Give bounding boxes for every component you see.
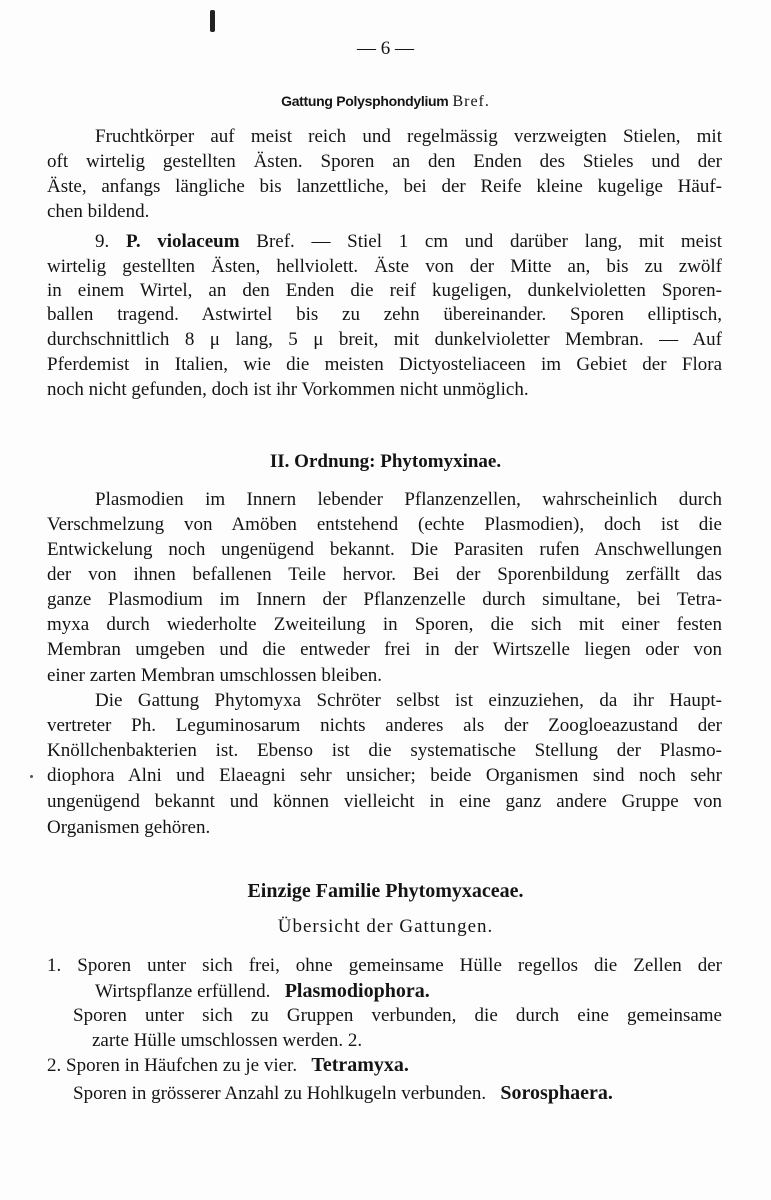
genus-author: Bref. bbox=[452, 93, 490, 110]
genus-name: Plasmodiophora. bbox=[284, 980, 430, 1002]
text-line: noch nicht gefunden, doch ist ihr Vorkommen nicht unmöglich. bbox=[47, 379, 529, 400]
text-line: myxa durch wiederholte Zweiteilung in Sporen, die sich mit einer festen bbox=[47, 614, 722, 635]
genus-name: Tetramyxa. bbox=[311, 1054, 409, 1076]
text-line: Fruchtkörper auf meist reich und regelmässig verzweigten Stielen, mit bbox=[95, 126, 722, 147]
text-line: Sporen unter sich frei, ohne gemeinsame Hülle regellos die Zellen der bbox=[77, 955, 723, 976]
text-line: ballen tragend. Astwirtel bis zu zehn übereinander. Sporen elliptisch, bbox=[47, 304, 722, 325]
text-line: Verschmelzung von Amöben entstehend (echte Plasmodien), doch ist die bbox=[47, 514, 722, 535]
text-line: Bref. — Stiel 1 cm und darüber lang, mit meist bbox=[256, 231, 723, 252]
scan-artifact bbox=[30, 775, 33, 778]
key-heading: Übersicht der Gattungen. bbox=[277, 916, 494, 937]
species-first-line bbox=[95, 230, 722, 254]
genus-name: Sorosphaera. bbox=[500, 1082, 613, 1104]
key-number: 2. bbox=[47, 1055, 62, 1076]
genus-name: Gattung Polysphondylium bbox=[281, 93, 449, 109]
text-line: durchschnittlich 8 μ lang, 5 μ breit, mit dunkelvioletter Membran. — Auf bbox=[47, 329, 722, 350]
text-line: Membran umgeben und die entweder frei in der Wirtszelle liegen oder von bbox=[47, 639, 722, 660]
text-line: zarte Hülle umschlossen werden. 2. bbox=[92, 1030, 363, 1051]
species-name: P. violaceum bbox=[125, 231, 240, 252]
text-line: ungenügend bekannt und können vielleicht in eine ganz andere Gruppe von bbox=[47, 791, 722, 812]
text-line: Organismen gehören. bbox=[47, 817, 211, 838]
family-heading: Einzige Familie Phytomyxaceae. bbox=[247, 880, 524, 902]
text-line: der von ihnen befallenen Teile hervor. Bei der Sporenbildung zerfällt das bbox=[47, 564, 722, 585]
key-line bbox=[47, 954, 722, 978]
text-line: Entwickelung noch ungenügend bekannt. Die Parasiten rufen Anschwellungen bbox=[47, 539, 722, 560]
text-line: Knöllchenbakterien ist. Ebenso ist die systematische Stellung der Plasmo- bbox=[47, 740, 722, 761]
text-line: ganze Plasmodium im Innern der Pflanzenzelle durch simultane, bei Tetra- bbox=[47, 589, 722, 610]
key-line bbox=[95, 979, 722, 1004]
scan-artifact bbox=[210, 10, 215, 32]
key-line bbox=[47, 1053, 722, 1078]
text-line: Sporen in grösserer Anzahl zu Hohlkugeln verbunden. bbox=[73, 1083, 487, 1104]
page-number: — 6 — bbox=[357, 38, 414, 59]
text-line: Pferdemist in Italien, wie die meisten Dictyosteliaceen im Gebiet der Flora bbox=[47, 354, 722, 375]
text-line: vertreter Ph. Leguminosarum nichts anderes als der Zoogloeazustand der bbox=[47, 715, 722, 736]
text-line: Plasmodien im Innern lebender Pflanzenzellen, wahrscheinlich durch bbox=[95, 489, 722, 510]
genus-heading bbox=[0, 93, 771, 111]
text-line: einer zarten Membran umschlossen bleiben. bbox=[47, 665, 383, 686]
key-number: 1. bbox=[47, 955, 62, 976]
text-line: Sporen unter sich zu Gruppen verbunden, die durch eine gemeinsame bbox=[73, 1005, 722, 1026]
key-line bbox=[73, 1081, 722, 1106]
text-line: chen bildend. bbox=[47, 201, 150, 222]
species-number: 9. bbox=[95, 231, 110, 252]
text-line: Die Gattung Phytomyxa Schröter selbst ist einzuziehen, da ihr Haupt- bbox=[95, 690, 722, 711]
text-line: diophora Alni und Elaeagni sehr unsicher; beide Organismen sind noch sehr bbox=[47, 765, 722, 786]
text-line: Wirtspflanze erfüllend. bbox=[95, 981, 271, 1002]
text-line: in einem Wirtel, an den Enden die reif kugeligen, dunkelvioletten Sporen- bbox=[47, 280, 722, 301]
text-line: wirtelig gestellten Ästen, hellviolett. Äste von der Mitte an, bis zu zwölf bbox=[47, 256, 722, 277]
order-heading: II. Ordnung: Phytomyxinae. bbox=[269, 451, 502, 472]
text-line: Äste, anfangs längliche bis lanzettliche, bei der Reife kleine kugelige Häuf- bbox=[47, 176, 722, 197]
text-line: oft wirtelig gestellten Ästen. Sporen an den Enden des Stieles und der bbox=[47, 151, 722, 172]
text-line: Sporen in Häufchen zu je vier. bbox=[66, 1055, 298, 1076]
